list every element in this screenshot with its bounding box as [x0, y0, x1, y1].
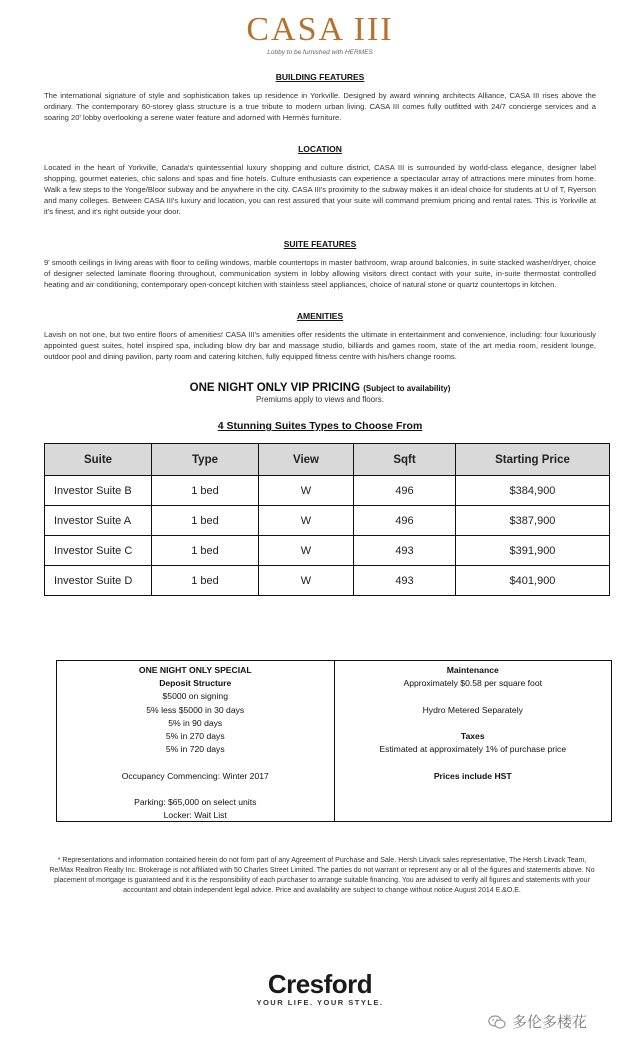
deposit-item: 5% in 270 days [165, 731, 225, 742]
cresford-brand: Cresford [267, 969, 373, 999]
cell-type: 1 bed [152, 476, 259, 506]
cresford-logo [0, 970, 640, 1007]
cell-price: $387,900 [456, 506, 610, 536]
special-right-column [335, 661, 612, 821]
disclaimer-text: * Representations and information contained herein do not form part of any Agreement of Purchase and Sale. Hersh Litvack sales representative, The Hersh Litvack Team, Re/Max Realtron Realty Inc. Brokerage is not affiliated with 50 Charles Street Limited. The parties do not warrant or represent any or all of the figures and statements above. No placement of mortgage is guaranteed and it is the responsibility of each purchaser to arrange suitable financing. You are advised to verify all figures and statements with your accountant and obtain independent legal advice. Price and availability are subject to change without notice August 2014 E.&O.E. [49, 857, 595, 894]
cell-view: W [259, 536, 354, 566]
wechat-watermark [488, 1011, 587, 1032]
cresford-slogan: YOUR LIFE. YOUR STYLE. [256, 998, 384, 1007]
cell-sqft: 493 [354, 536, 456, 566]
table-row [45, 566, 610, 596]
special-left-column [57, 661, 335, 821]
location-section [44, 144, 596, 217]
table-row [45, 536, 610, 566]
vip-note: Premiums apply to views and floors. [255, 395, 385, 404]
maintenance-title: Maintenance [446, 665, 499, 675]
suites-table [44, 443, 610, 596]
wechat-icon [488, 1015, 506, 1029]
casa-logo-title: CASA III [246, 11, 394, 48]
suites-table-title: 4 Stunning Suites Types to Choose From [217, 420, 423, 432]
cell-suite: Investor Suite A [45, 506, 152, 536]
header-suite: Suite [45, 444, 152, 476]
vip-title-text: ONE NIGHT ONLY VIP PRICING [189, 382, 361, 394]
deposit-item: $5000 on signing [162, 691, 228, 702]
occupancy-text: Occupancy Commencing: Winter 2017 [121, 770, 269, 781]
taxes-text: Estimated at approximately 1% of purchase price [379, 744, 567, 755]
header-type: Type [152, 444, 259, 476]
suite-features-body: 9' smooth ceilings in living areas with floor to ceiling windows, marble countertops in master bathroom, wrap around balconies, in suite stacked washer/dryer, choice of designer selected laminate flooring throughout, communication system in lobby allowing visitors direct contact with your suite, in-suite thermostat controlled heating and air conditioning, contemporary open-concept kitchen with stainless steel appliances, choice of natural stone or quartz countertops in kitchen. [44, 258, 596, 289]
building-features-title: BUILDING FEATURES [275, 72, 365, 82]
table-header-row [45, 444, 610, 476]
locker-text: Locker: Wait List [163, 810, 227, 821]
location-body: Located in the heart of Yorkville, Canada's quintessential luxury shopping and culture district, CASA III is surrounded by world-class elegance, designer label shopping, gourmet eateries, chic salons and spas and fine hotels. Culture enthusiasts can experience a spectacular array of attractions mere minutes from home. Walk a few steps to the Yonge/Bloor subway and be anywhere in the city. CASA III's proximity to the subway makes it an ideal choice for students at U of T, Ryerson and many colleges. Between CASA III's luxury and location, you can rest assured that your suite will command premium pricing and rental rates. This is Yorkville at it's finest, and it's right outside your door. [44, 163, 596, 216]
special-title: ONE NIGHT ONLY SPECIAL [138, 665, 252, 675]
cell-suite: Investor Suite D [45, 566, 152, 596]
deposit-item: 5% less $5000 in 30 days [146, 704, 245, 715]
hydro-text: Hydro Metered Separately [422, 704, 523, 715]
cell-price: $391,900 [456, 536, 610, 566]
cell-sqft: 496 [354, 506, 456, 536]
cell-sqft: 496 [354, 476, 456, 506]
building-features-body: The international signature of style and sophistication takes up residence in Yorkville. Designed by award winning architects Alliance, CASA III rises above the ordinary. The contemporary 60-storey glass structure is a true tribute to modern urban living. CASA III comes fully outfitted with 24/7 concierge services and a soaring 20' lobby overlooking a serene water feature and adorned with Hermès furniture. [44, 91, 596, 122]
vip-subtitle: (Subject to availability) [363, 384, 451, 393]
cell-suite: Investor Suite C [45, 536, 152, 566]
taxes-title: Taxes [460, 730, 485, 741]
location-title: LOCATION [298, 144, 342, 154]
cell-type: 1 bed [152, 506, 259, 536]
cell-suite: Investor Suite B [45, 476, 152, 506]
table-row [45, 506, 610, 536]
special-box [56, 660, 612, 822]
amenities-section [44, 311, 596, 362]
header-sqft: Sqft [354, 444, 456, 476]
suite-features-section [44, 239, 596, 290]
deposit-item: 5% in 90 days [168, 717, 223, 728]
maintenance-text: Approximately $0.58 per square foot [403, 678, 543, 689]
cell-price: $401,900 [456, 566, 610, 596]
deposit-title: Deposit Structure [159, 678, 232, 689]
amenities-title: AMENITIES [296, 311, 344, 321]
amenities-body: Lavish on not one, but two entire floors of amenities! CASA III's amenities offer residents the ultimate in entertainment and convenience, including: four luxuriously appointed guest suites, hotel inspired spa, including blow dry bar and massage studio, billiards and games room, state of the art media room, resident lounge, outdoor pool and dining pavilion, party room and catering kitchen, fully equipped fitness centre with his/hers change rooms. [44, 330, 596, 361]
suite-features-title: SUITE FEATURES [283, 239, 357, 249]
cell-price: $384,900 [456, 476, 610, 506]
deposit-item: 5% in 720 days [165, 744, 225, 755]
cell-type: 1 bed [152, 566, 259, 596]
casa-logo-tagline: Lobby to be furnished with HERMES [267, 49, 373, 56]
vip-pricing [0, 382, 640, 404]
building-features-section [44, 72, 596, 123]
header-starting-price: Starting Price [456, 444, 610, 476]
table-row [45, 476, 610, 506]
cell-sqft: 493 [354, 566, 456, 596]
hst-text: Prices include HST [433, 770, 512, 781]
cell-view: W [259, 566, 354, 596]
cell-view: W [259, 506, 354, 536]
cell-view: W [259, 476, 354, 506]
vip-title [0, 382, 640, 394]
header-view: View [259, 444, 354, 476]
casa-logo [0, 12, 640, 56]
cell-type: 1 bed [152, 536, 259, 566]
parking-text: Parking: $65,000 on select units [134, 797, 257, 807]
watermark-text: 多伦多楼花 [512, 1014, 588, 1031]
